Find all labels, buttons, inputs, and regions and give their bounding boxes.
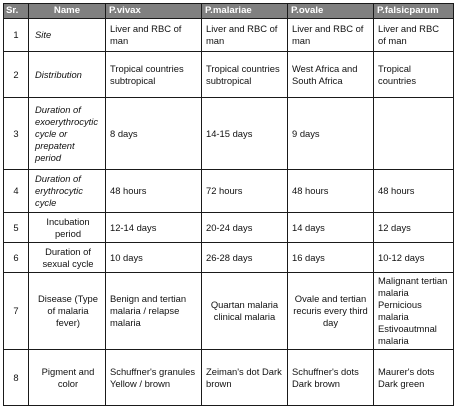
- row-name: Duration of erythrocytic cycle: [29, 170, 106, 213]
- row-sr: 6: [4, 243, 29, 273]
- header-falciparum: P.falsicparum: [374, 4, 454, 19]
- cell-ovale: 9 days: [288, 98, 374, 170]
- cell-falciparum: [374, 98, 454, 170]
- cell-ovale: West Africa and South Africa: [288, 52, 374, 98]
- cell-falciparum: Maurer's dots Dark green: [374, 350, 454, 406]
- header-ovale: P.ovale: [288, 4, 374, 19]
- row-sr: 7: [4, 273, 29, 350]
- row-name: Pigment and color: [29, 350, 106, 406]
- cell-ovale: Liver and RBC of man: [288, 19, 374, 52]
- cell-malariae: Tropical countries subtropical: [202, 52, 288, 98]
- table-row: [4, 243, 454, 273]
- row-name: Duration of sexual cycle: [29, 243, 106, 273]
- row-sr: 3: [4, 98, 29, 170]
- cell-falciparum: 10-12 days: [374, 243, 454, 273]
- row-sr: 2: [4, 52, 29, 98]
- cell-malariae: 26-28 days: [202, 243, 288, 273]
- table-row: [4, 170, 454, 213]
- cell-ovale: Schuffner's dots Dark brown: [288, 350, 374, 406]
- cell-falciparum: 12 days: [374, 213, 454, 243]
- cell-malariae: Liver and RBC of man: [202, 19, 288, 52]
- header-name: Name: [29, 4, 106, 19]
- row-name: Site: [29, 19, 106, 52]
- row-name: Incubation period: [29, 213, 106, 243]
- table-header-row: [4, 4, 454, 19]
- cell-vivax: Liver and RBC of man: [106, 19, 202, 52]
- header-malariae: P.malariae: [202, 4, 288, 19]
- table-row: [4, 19, 454, 52]
- cell-vivax: Benign and tertian malaria / relapse malaria: [106, 273, 202, 350]
- row-sr: 4: [4, 170, 29, 213]
- cell-ovale: Ovale and tertian recuris every third day: [288, 273, 374, 350]
- cell-falciparum: Tropical countries: [374, 52, 454, 98]
- cell-malariae: 72 hours: [202, 170, 288, 213]
- row-name: Disease (Type of malaria fever): [29, 273, 106, 350]
- cell-vivax: Tropical countries subtropical: [106, 52, 202, 98]
- cell-vivax: 48 hours: [106, 170, 202, 213]
- cell-ovale: 48 hours: [288, 170, 374, 213]
- cell-ovale: 14 days: [288, 213, 374, 243]
- comparison-table-container: [3, 3, 454, 406]
- cell-falciparum: Liver and RBC of man: [374, 19, 454, 52]
- cell-malariae: 14-15 days: [202, 98, 288, 170]
- table-row: [4, 273, 454, 350]
- header-vivax: P.vivax: [106, 4, 202, 19]
- header-sr: Sr.: [4, 4, 29, 19]
- table-row: [4, 98, 454, 170]
- cell-malariae: Quartan malaria clinical malaria: [202, 273, 288, 350]
- row-name: Duration of exoerythrocytic cycle or prepatent period: [29, 98, 106, 170]
- cell-falciparum: Malignant tertian malaria Pernicious malaria Estivoautmnal malaria: [374, 273, 454, 350]
- table-row: [4, 213, 454, 243]
- table-row: [4, 350, 454, 406]
- table-row: [4, 52, 454, 98]
- row-sr: 1: [4, 19, 29, 52]
- cell-vivax: 10 days: [106, 243, 202, 273]
- plasmodium-comparison-table: [3, 3, 454, 406]
- cell-malariae: Zeiman's dot Dark brown: [202, 350, 288, 406]
- cell-vivax: 12-14 days: [106, 213, 202, 243]
- cell-vivax: 8 days: [106, 98, 202, 170]
- row-sr: 8: [4, 350, 29, 406]
- cell-malariae: 20-24 days: [202, 213, 288, 243]
- cell-falciparum: 48 hours: [374, 170, 454, 213]
- row-sr: 5: [4, 213, 29, 243]
- cell-vivax: Schuffner's granules Yellow / brown: [106, 350, 202, 406]
- row-name: Distribution: [29, 52, 106, 98]
- cell-ovale: 16 days: [288, 243, 374, 273]
